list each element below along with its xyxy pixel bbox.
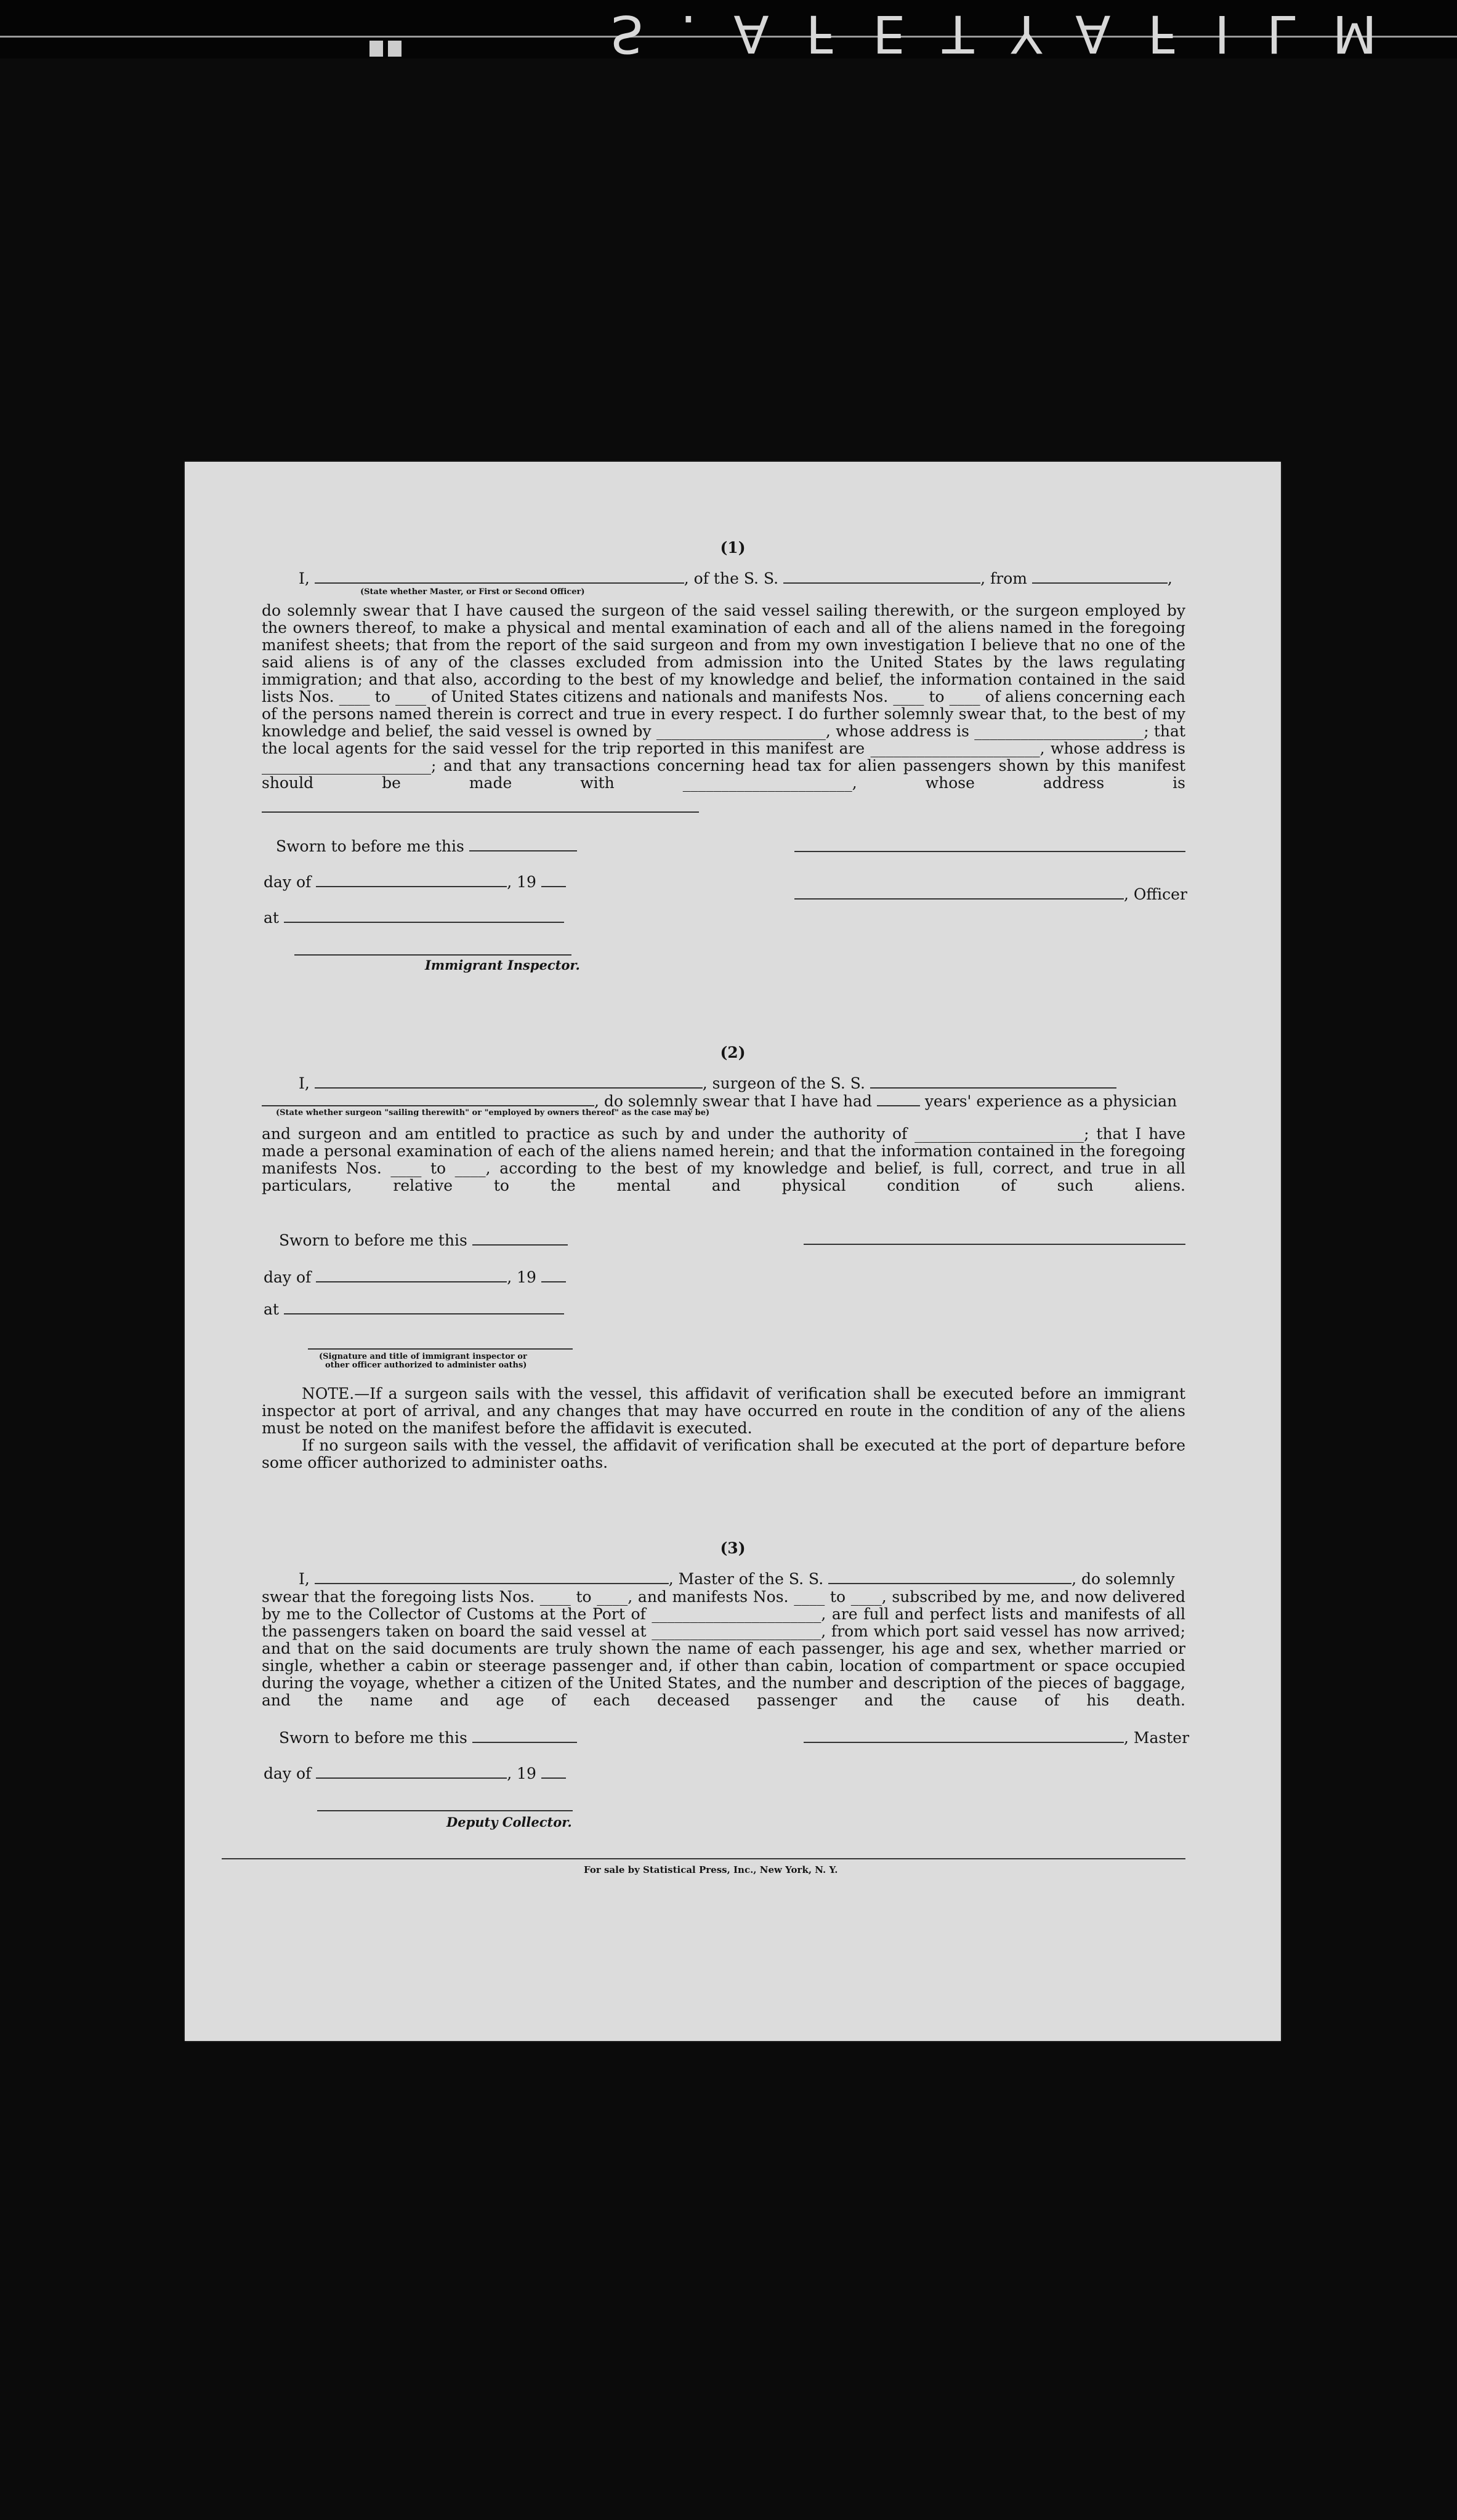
- section-1-sworn-row: [276, 837, 577, 855]
- of-ss-label: , of the S. S.: [684, 570, 779, 587]
- section-1-heading: (1): [720, 539, 746, 557]
- year-blank[interactable]: [541, 875, 566, 887]
- day-of-label: day of: [264, 1765, 312, 1782]
- sworn-label: Sworn to before me this: [279, 1729, 467, 1747]
- day-month-blank[interactable]: [316, 1766, 507, 1779]
- day-of-label: day of: [264, 1268, 312, 1286]
- departure-port-blank[interactable]: [1032, 571, 1168, 584]
- no-surgeon-note: If no surgeon sails with the vessel, the affidavit of verification shall be executed at the port of departure before some officer authorized to administer oaths.: [262, 1436, 1185, 1471]
- inspector-signature-line[interactable]: [294, 954, 571, 956]
- vessel-name-blank[interactable]: [870, 1076, 1116, 1089]
- vessel-name-blank[interactable]: [783, 571, 980, 584]
- day-month-blank[interactable]: [316, 1270, 507, 1282]
- surgeon-name-blank[interactable]: [315, 1076, 703, 1089]
- sworn-date-blank[interactable]: [469, 839, 577, 851]
- year-label: , 19: [507, 1765, 536, 1782]
- place-blank[interactable]: [284, 1302, 564, 1314]
- note-text-1: —If a surgeon sails with the vessel, this affidavit of verification shall be executed before an immigrant inspector at port of arrival, and any changes that may have occurred en route in the condition of any of the aliens must be noted on the manifest before the affidavit is executed.: [262, 1385, 1185, 1437]
- section-1-oath-text: do solemnly swear that I have caused the surgeon of the said vessel sailing therewith, or the surgeon employed by the owners thereof, to make a physical and mental examination of each and all of the aliens named in the foregoing manifest sheets; that from the report of the said surgeon and from my own investigation I believe that no one of the said aliens is of any of the classes excluded from admission into the United States by the laws regulating immigration; and that also, according to the best of my knowledge and belief, the information contained in the said lists Nos. ____ to ____ of United States citizens and nationals and manifests Nos. ____ to ____ of aliens concerning each of the persons named therein is correct and true in every respect. I do further solemnly swear that, to the best of my knowledge and belief, the said vessel is owned by ______________________, whose address is ______________________; that the local agents for the said vessel for the trip reported in this manifest are ______________________, whose address is ______________________; and that any transactions concerning head tax for alien passengers shown by this manifest should be made with ______________________, whose address is: [262, 602, 1185, 792]
- section-3-first-line: [299, 1570, 1175, 1588]
- section-3-sworn-row: [279, 1729, 577, 1747]
- section-3-day-row: [264, 1765, 566, 1782]
- film-edge: [0, 0, 1457, 64]
- immigrant-inspector-caption: Immigrant Inspector.: [425, 957, 580, 973]
- administrator-signature-line[interactable]: [308, 1348, 573, 1350]
- master-label: , Master: [1124, 1729, 1190, 1747]
- master-signature-blank[interactable]: [804, 1731, 1124, 1743]
- footer-divider: [222, 1858, 1185, 1859]
- film-edge-label: S.AFETYAFILM: [610, 4, 1414, 64]
- years-experience-label: years' experience as a physician: [924, 1092, 1177, 1110]
- officer-signature-row: [794, 885, 1187, 903]
- surgeon-note: [262, 1385, 1185, 1437]
- at-label: at: [264, 1300, 279, 1318]
- sworn-label: Sworn to before me this: [279, 1231, 467, 1249]
- surgeon-signature-line[interactable]: [804, 1244, 1185, 1245]
- at-label: at: [264, 909, 279, 927]
- master-signature-row: [804, 1729, 1189, 1747]
- signature-title-caption-line-1: (Signature and title of immigrant inspector or: [319, 1352, 527, 1361]
- section-3-oath-text: swear that the foregoing lists Nos. ____ to ____, and manifests Nos. ____ to ____, subscribed by me, and now delivered by me to the Collector of Customs at the Port of ______________________, are full and perfect lists and manifests of all the passengers taken on board the said vessel at ______________________, from which port said vessel has now arrived; and that on the said documents are truly shown the name of each passenger, his age and sex, whether married or single, whether a cabin or steerage passenger and, if other than cabin, location of compartment or space occupied during the voyage, whether a citizen of the United States, and the number and description of the pieces of baggage, and the name and age of each deceased passenger and the cause of his death.: [262, 1588, 1185, 1709]
- place-blank[interactable]: [284, 911, 564, 923]
- signature-line-1[interactable]: [794, 851, 1185, 852]
- do-solemnly-label: , do solemnly: [1072, 1570, 1175, 1588]
- collector-signature-line[interactable]: [317, 1810, 573, 1811]
- section-1-first-line: [299, 570, 1172, 587]
- year-label: , 19: [507, 1268, 536, 1286]
- master-name-blank[interactable]: [315, 1572, 669, 1584]
- officer-label: , Officer: [1124, 885, 1187, 903]
- address-blank-line[interactable]: [262, 811, 699, 813]
- section-2-day-row: [264, 1268, 566, 1286]
- section-1-at-row: [264, 909, 564, 927]
- section-2-heading: (2): [720, 1044, 746, 1061]
- sworn-label: Sworn to before me this: [276, 837, 464, 855]
- section-1-day-row: [264, 873, 566, 891]
- sworn-date-blank[interactable]: [472, 1233, 568, 1246]
- i-label: I,: [299, 570, 310, 587]
- printer-imprint: For sale by Statistical Press, Inc., New York, N. Y.: [584, 1864, 838, 1875]
- i-label: I,: [299, 1074, 310, 1092]
- year-blank[interactable]: [541, 1766, 566, 1779]
- i-label: I,: [299, 1570, 310, 1588]
- manifest-affidavit-sheet: [185, 462, 1281, 2041]
- film-frame-marks: [369, 41, 406, 57]
- comma: ,: [1167, 570, 1172, 587]
- surgeon-status-caption: (State whether surgeon "sailing therewith" or "employed by owners thereof" as the case may be): [276, 1108, 710, 1117]
- section-2-oath-text: and surgeon and am entitled to practice as such by and under the authority of ______________________; that I have made a personal examination of each of the aliens named herein; and that the information contained in the foregoing manifests Nos. ____ to ____, according to the best of my knowledge and belief, is full, correct, and true in all particulars, relative to the mental and physical condition of such aliens.: [262, 1125, 1185, 1194]
- deputy-collector-caption: Deputy Collector.: [446, 1814, 572, 1830]
- section-2-at-row: [264, 1300, 564, 1318]
- section-3-heading: (3): [720, 1539, 746, 1557]
- section-2-first-line: [299, 1074, 1116, 1092]
- signature-title-caption-line-2: other officer authorized to administer oaths): [325, 1361, 527, 1370]
- surgeon-of-ss-label: , surgeon of the S. S.: [702, 1074, 865, 1092]
- years-blank[interactable]: [877, 1094, 920, 1106]
- sworn-date-blank[interactable]: [472, 1731, 577, 1743]
- year-label: , 19: [507, 873, 536, 891]
- officer-rank-caption: (State whether Master, or First or Second Officer): [360, 587, 585, 597]
- day-month-blank[interactable]: [316, 875, 507, 887]
- day-of-label: day of: [264, 873, 312, 891]
- section-2-second-line: [262, 1092, 1177, 1110]
- from-label: , from: [980, 570, 1027, 587]
- note-label: NOTE.: [302, 1385, 355, 1403]
- year-blank[interactable]: [541, 1270, 566, 1282]
- do-swear-label: , do solemnly swear that I have had: [594, 1092, 873, 1110]
- surgeon-status-blank[interactable]: [262, 1094, 594, 1106]
- master-of-ss-label: , Master of the S. S.: [668, 1570, 824, 1588]
- section-2-sworn-row: [279, 1231, 568, 1249]
- officer-signature-blank[interactable]: [794, 887, 1124, 900]
- vessel-name-blank[interactable]: [828, 1572, 1072, 1584]
- officer-name-blank[interactable]: [315, 571, 684, 584]
